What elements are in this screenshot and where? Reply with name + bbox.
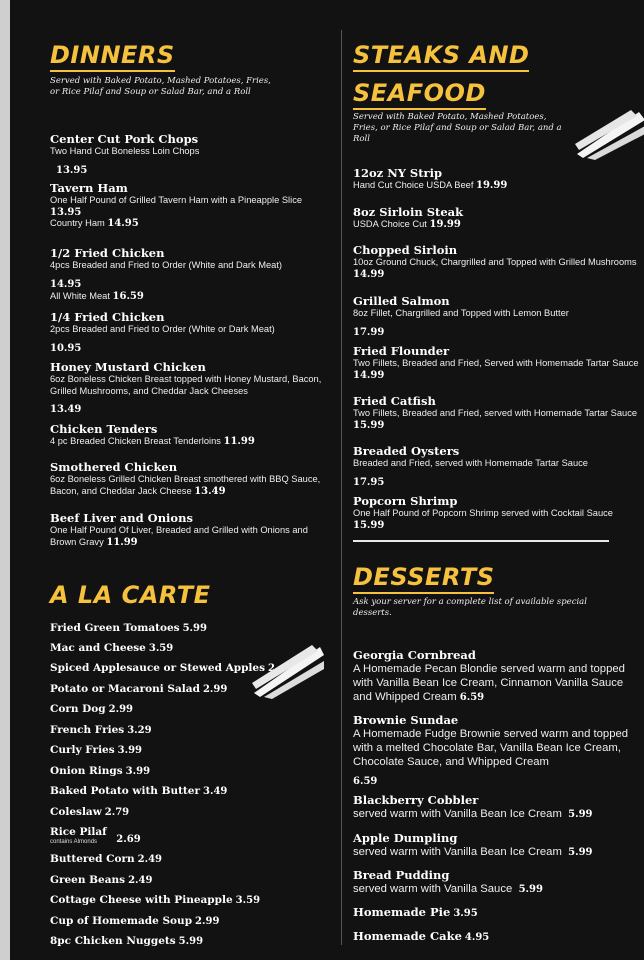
a-la-carte-item: Green Beans 2.49 (50, 874, 153, 886)
a-la-carte-item: Onion Rings 3.99 (50, 765, 151, 777)
item-name: Bread Pudding (353, 868, 450, 882)
item-desc: 2pcs Breaded and Fried to Order (White or Dark Meat) (50, 324, 275, 334)
dinner-item (50, 310, 332, 355)
dinner-item (50, 422, 332, 448)
column-divider (341, 30, 342, 945)
item-price: 13.95 (50, 206, 82, 218)
desserts-note: Ask your server for a complete list of available special desserts. (353, 597, 587, 618)
item-subnote: contains Almonds (50, 839, 98, 845)
left-column (50, 0, 332, 960)
item-extra-price: 16.59 (112, 290, 144, 302)
item-name: Center Cut Pork Chops (50, 132, 199, 146)
item-desc: Two Fillets, Breaded and Fried, served with Homemade Tartar Sauce 15.99 (353, 408, 638, 431)
item-price: 6.59 (353, 776, 378, 787)
a-la-carte-item: Cup of Homemade Soup 2.99 (50, 915, 220, 927)
item-name: Tavern Ham (50, 181, 128, 195)
steak-item (353, 494, 643, 531)
item-name: Smothered Chicken (50, 460, 178, 474)
steak-item (353, 205, 643, 231)
item-name: 1/4 Fried Chicken (50, 310, 165, 324)
right-column (353, 0, 643, 960)
item-desc: Two Hand Cut Boneless Loin Chops (50, 146, 200, 156)
item-price: 13.49 (194, 485, 226, 497)
a-la-carte-item: Spiced Applesauce or Stewed Apples 2 (50, 662, 275, 674)
item-desc: served warm with Vanilla Bean Ice Cream 5.99 (353, 808, 593, 820)
dinners-note: Served with Baked Potato, Mashed Potatoes, Fries, or Rice Pilaf and Soup or Salad Bar, and a Roll (50, 76, 271, 97)
item-name: 1/2 Fried Chicken (50, 246, 165, 260)
a-la-carte-item: Buttered Corn 2.49 (50, 853, 162, 865)
a-la-carte-item: Curly Fries 3.99 (50, 744, 143, 756)
dessert-item (353, 648, 643, 705)
item-price: 14.99 (353, 369, 385, 381)
item-price: 19.99 (429, 219, 461, 230)
item-name: Grilled Salmon (353, 294, 450, 308)
dinner-item (50, 246, 332, 302)
a-la-carte-item: Cottage Cheese with Pineapple 3.59 (50, 894, 261, 906)
item-name: Blackberry Cobbler (353, 793, 479, 807)
item-desc: One Half Pound Of Liver, Breaded and Grilled with Onions and Brown Gravy 11.99 (50, 525, 308, 548)
item-desc: 6oz Boneless Grilled Chicken Breast smothered with BBQ Sauce, Bacon, and Cheddar Jack Cheese 13.49 (50, 474, 321, 497)
dinner-item (50, 132, 332, 177)
item-price: 19.99 (476, 180, 508, 191)
dinners-title: DINNERS (50, 40, 175, 70)
brush-stroke-icon (575, 110, 644, 160)
item-name: Fried Catfish (353, 394, 436, 408)
a-la-carte-item: Coleslaw 2.79 (50, 806, 130, 818)
item-desc: Breaded and Fried, served with Homemade Tartar Sauce (353, 458, 588, 468)
steak-item (353, 243, 643, 280)
steaks-note: Served with Baked Potato, Mashed Potatoes, Fries, or Rice Pilaf and Soup or Salad Bar, and a Roll (353, 112, 562, 144)
dinner-item (50, 460, 332, 497)
item-desc: A Homemade Fudge Brownie served warm and topped with a melted Chocolate Bar, Vanilla Bean Ice Cream, Chocolate Sauce, and Whipped Cream (353, 728, 629, 768)
item-price: 5.99 (568, 847, 593, 858)
dinner-item (50, 511, 332, 548)
item-price: 14.99 (353, 268, 385, 280)
dinner-item (50, 181, 332, 230)
item-name: Fried Flounder (353, 344, 450, 358)
a-la-carte-title: A LA CARTE (50, 581, 211, 609)
steak-item (353, 166, 643, 192)
steaks-title: STEAKS AND (353, 40, 529, 70)
dessert-item (353, 868, 643, 897)
item-desc: 4 pc Breaded Chicken Breast Tenderloins 11.99 (50, 436, 255, 447)
seafood-title: SEAFOOD (353, 78, 486, 108)
steak-item (353, 394, 643, 431)
steak-item (353, 344, 643, 381)
a-la-carte-item: French Fries 3.29 (50, 724, 152, 736)
a-la-carte-item: 8pc Chicken Nuggets 5.99 (50, 935, 204, 947)
item-price: 11.99 (106, 536, 138, 548)
item-name: Chopped Sirloin (353, 243, 458, 257)
a-la-carte-item: Fried Green Tomatoes 5.99 (50, 622, 207, 634)
item-desc: USDA Choice Cut 19.99 (353, 219, 461, 230)
dessert-item (353, 793, 643, 822)
item-desc: served warm with Vanilla Sauce 5.99 (353, 883, 543, 895)
item-desc: One Half Pound of Grilled Tavern Ham with a Pineapple Slice 13.95 (50, 195, 303, 218)
item-price: 13.95 (56, 164, 88, 176)
steak-item (353, 444, 643, 489)
item-desc: 6oz Boneless Chicken Breast topped with Honey Mustard, Bacon, Grilled Mushrooms, and Cheddar Jack Cheeses (50, 374, 322, 396)
item-price: 13.49 (50, 404, 82, 415)
item-extra-price: 14.95 (107, 218, 139, 229)
item-name: Beef Liver and Onions (50, 511, 193, 525)
item-name: Brownie Sundae (353, 713, 459, 727)
item-desc: 4pcs Breaded and Fried to Order (White and Dark Meat) (50, 260, 283, 270)
item-price: 17.95 (353, 476, 385, 488)
item-price: 11.99 (223, 436, 255, 447)
item-price: 5.99 (518, 884, 543, 895)
a-la-carte-item: Potato or Macaroni Salad 2.99 (50, 683, 228, 695)
a-la-carte-item: Mac and Cheese 3.59 (50, 642, 174, 654)
item-desc: 8oz Fillet, Chargrilled and Topped with Lemon Butter (353, 308, 569, 318)
item-desc: served warm with Vanilla Bean Ice Cream 5.99 (353, 846, 593, 858)
item-name: Honey Mustard Chicken (50, 360, 206, 374)
desserts-title: DESSERTS (353, 562, 494, 592)
item-desc: Hand Cut Choice USDA Beef 19.99 (353, 180, 508, 191)
item-name: Chicken Tenders (50, 422, 158, 436)
a-la-carte-item: Corn Dog 2.99 (50, 703, 133, 715)
item-name: 8oz Sirloin Steak (353, 205, 464, 219)
dinner-item (50, 360, 332, 416)
item-price: 17.99 (353, 326, 385, 338)
item-name: Breaded Oysters (353, 444, 460, 458)
item-extra: Country Ham 14.95 (50, 218, 139, 229)
item-price: 10.95 (50, 342, 82, 354)
item-name: Apple Dumpling (353, 831, 458, 845)
item-price: 6.59 (459, 692, 485, 703)
item-name: Georgia Cornbread (353, 648, 476, 662)
brush-stroke-icon (250, 643, 326, 699)
item-name: 12oz NY Strip (353, 166, 443, 180)
dessert-item (353, 713, 643, 788)
section-rule (353, 540, 609, 542)
dessert-item: Homemade Cake 4.95 (353, 929, 490, 943)
item-price: 14.95 (50, 278, 82, 290)
item-desc: 10oz Ground Chuck, Chargrilled and Topped with Grilled Mushrooms 14.99 (353, 257, 637, 280)
steak-item (353, 294, 643, 339)
item-desc: A Homemade Pecan Blondie served warm and topped with Vanilla Bean Ice Cream, Cinnamon Vanilla Sauce and Whipped Cream 6.59 (353, 663, 625, 703)
item-desc: One Half Pound of Popcorn Shrimp served with Cocktail Sauce 15.99 (353, 508, 613, 531)
item-price: 15.99 (353, 419, 385, 431)
dessert-item: Homemade Pie 3.95 (353, 905, 478, 919)
item-extra: All White Meat 16.59 (50, 290, 144, 302)
item-name: Popcorn Shrimp (353, 494, 458, 508)
item-price: 15.99 (353, 519, 385, 531)
a-la-carte-item: Baked Potato with Butter 3.49 (50, 785, 228, 797)
dessert-item (353, 831, 643, 860)
item-desc: Two Fillets, Breaded and Fried, Served with Homemade Tartar Sauce 14.99 (353, 358, 639, 381)
a-la-carte-item: Rice Pilaf 2.69 contains Almonds (50, 826, 141, 845)
item-price: 5.99 (568, 809, 593, 820)
